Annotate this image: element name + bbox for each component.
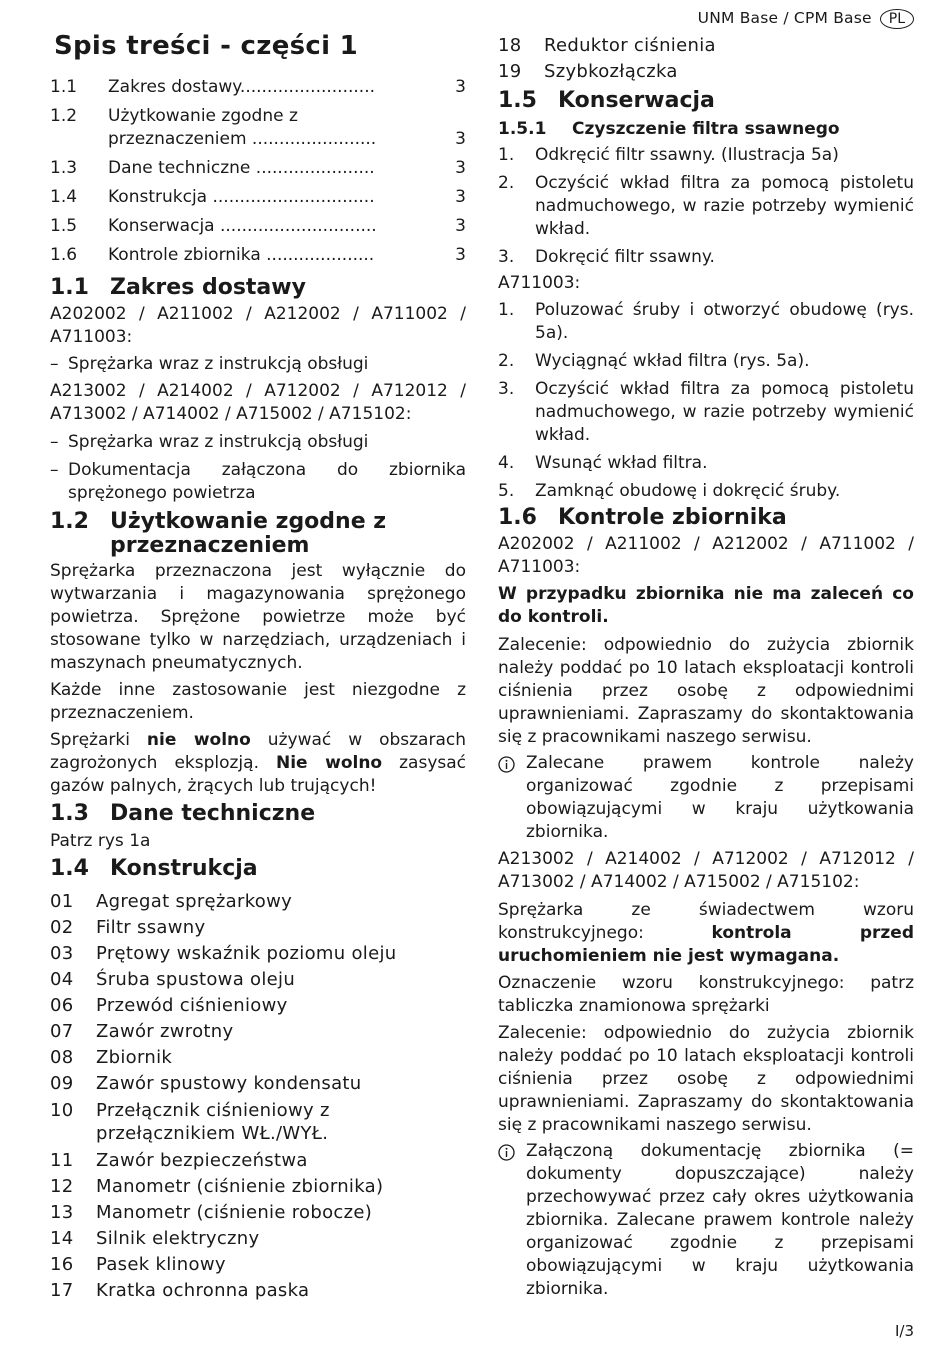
text: Sprężarka ze świadectwem wzoru konstrukcyjnego: (498, 900, 914, 943)
section-heading-1-3 (50, 802, 466, 826)
list-item (50, 1252, 466, 1278)
list-item (50, 915, 466, 941)
part-name: Prętowy wskaźnik poziomu oleju (96, 943, 397, 964)
part-name: Kratka ochronna paska (96, 1280, 310, 1301)
list-item (50, 967, 466, 993)
section-number: 1.1 (50, 275, 89, 300)
toc-entry[interactable] (50, 244, 466, 267)
section-number: 1.5 (498, 88, 537, 113)
toc-entry[interactable] (50, 105, 466, 151)
part-number: 09 (50, 1073, 74, 1094)
list-item-text: Dokumentacja załączona do zbiornika sprężonego powietrza (68, 460, 466, 503)
step-number: 2. (498, 173, 515, 193)
paragraph: Zalecenie: odpowiednio do zużycia zbiornik należy poddać po 10 latach eksploatacji kontroli ciśnienia przez osobę z odpowiednimi uprawnieniami. Zapraszamy do skontaktowania się z pracownikami naszego serwisu. (498, 635, 914, 747)
toc-entry[interactable] (50, 186, 466, 209)
step-text: Wsunąć wkład filtra. (535, 453, 708, 473)
list-item (50, 889, 466, 915)
toc-entry[interactable] (50, 76, 466, 99)
step-number: 3. (498, 247, 515, 267)
toc-list (50, 76, 466, 267)
list-item (498, 378, 914, 447)
dash-bullet-icon: – (50, 354, 59, 374)
list-item (50, 1200, 466, 1226)
info-note (498, 752, 914, 844)
emphasis: Nie wolno (276, 753, 383, 773)
list-item (50, 459, 466, 505)
list-item (50, 431, 466, 454)
section-heading-1-5 (498, 89, 914, 113)
section-title: Dane techniczne (110, 801, 316, 826)
toc-page: 3 (455, 245, 466, 265)
paragraph: Sprężarka przeznaczona jest wyłącznie do wytwarzania i magazynowania sprężonego powietrza. Sprężone powietrze może być stosowane tylko w narzędziach, urządzeniach i maszynach pneumatycznych. (50, 561, 466, 673)
text: Sprężarki (50, 730, 147, 750)
part-name: Silnik elektryczny (96, 1228, 260, 1249)
list-item (498, 350, 914, 373)
part-number: 11 (50, 1150, 74, 1171)
part-number: 10 (50, 1100, 74, 1121)
part-name: Pasek klinowy (96, 1254, 226, 1275)
part-number: 17 (50, 1280, 74, 1301)
step-text: Oczyścić wkład filtra za pomocą pistoletu nadmuchowego, w razie potrzeby wymienić wkład. (535, 379, 914, 445)
toc-text: Konserwacja ............................. (108, 216, 377, 236)
subsection-title: Czyszczenie filtra ssawnego (572, 119, 840, 139)
info-note (498, 1140, 914, 1301)
subsection-heading-1-5-1 (498, 118, 914, 140)
part-name: Reduktor ciśnienia (544, 35, 716, 56)
part-name: Zawór bezpieczeństwa (96, 1150, 308, 1171)
section-heading-1-1 (50, 276, 466, 300)
toc-text: Zakres dostawy......................... (108, 77, 376, 97)
step-number: 1. (498, 300, 515, 320)
part-number: 01 (50, 891, 74, 912)
parts-list-continued (498, 33, 914, 85)
part-name: Śruba spustowa oleju (96, 969, 296, 990)
toc-page: 3 (455, 129, 466, 149)
paragraph: Patrz rys 1a (50, 831, 151, 851)
step-number: 5. (498, 481, 515, 501)
toc-text: Kontrole zbiornika .................... (108, 245, 375, 265)
toc-number: 1.4 (50, 187, 78, 207)
language-badge: PL (880, 9, 914, 29)
step-text: Wyciągnąć wkład filtra (rys. 5a). (535, 351, 810, 371)
toc-number: 1.6 (50, 245, 78, 265)
list-item (498, 144, 914, 167)
list-item (498, 172, 914, 241)
part-number: 07 (50, 1021, 74, 1042)
toc-number: 1.2 (50, 106, 78, 126)
step-number: 3. (498, 379, 515, 399)
toc-text: Użytkowanie zgodne z przeznaczeniem ....................... (108, 106, 377, 149)
text: zasysać gazów palnych, żrących lub trujących! (50, 753, 466, 796)
section-title: Konserwacja (558, 88, 715, 113)
part-name: Szybkozłączka (544, 61, 678, 82)
list-item (498, 246, 914, 269)
paragraph (498, 899, 914, 968)
part-number: 03 (50, 943, 74, 964)
part-name: Filtr ssawny (96, 917, 206, 938)
toc-number: 1.3 (50, 158, 78, 178)
step-number: 4. (498, 453, 515, 473)
list-item (50, 1226, 466, 1252)
list-item-text: Sprężarka wraz z instrukcją obsługi (68, 432, 369, 452)
subsection-number: 1.5.1 (498, 119, 547, 139)
step-text: Oczyścić wkład filtra za pomocą pistoletu nadmuchowego, w razie potrzeby wymienić wkład. (535, 173, 914, 239)
list-item (498, 59, 914, 85)
section-number: 1.2 (50, 509, 89, 534)
info-note-text: Załączoną dokumentację zbiornika (= dokumenty dopuszczające) należy przechowywać przez cały okres użytkowania zbiornika. Zalecane prawem kontrole należy organizować zgodnie z przepisami obowiązującymi w kraju użytkowania zbiornika. (526, 1141, 914, 1299)
part-name: Zbiornik (96, 1047, 173, 1068)
info-note-text: Zalecane prawem kontrole należy organizować zgodnie z przepisami obowiązującymi w kraju użytkowania zbiornika. (526, 753, 914, 842)
list-item-text: Sprężarka wraz z instrukcją obsługi (68, 354, 369, 374)
section-title: Użytkowanie zgodne z przeznaczeniem (110, 509, 387, 558)
part-name: Zawór spustowy kondensatu (96, 1073, 362, 1094)
model-list: A202002 / A211002 / A212002 / A711002 / A711003: (50, 304, 466, 347)
step-text: Zamknąć obudowę i dokręcić śruby. (535, 481, 841, 501)
part-number: 16 (50, 1254, 74, 1275)
list-item (50, 1148, 466, 1174)
steps-list (498, 144, 914, 269)
part-number: 14 (50, 1228, 74, 1249)
dash-bullet-icon: – (50, 460, 59, 480)
parts-list (50, 889, 466, 1304)
model-list: A213002 / A214002 / A712002 / A712012 / A713002 / A714002 / A715002 / A715102: (498, 849, 914, 892)
paragraph: Każde inne zastosowanie jest niezgodne z przeznaczeniem. (50, 680, 466, 723)
part-name: Manometr (ciśnienie zbiornika) (96, 1176, 384, 1197)
section-number: 1.3 (50, 801, 89, 826)
page-number: I/3 (894, 1322, 914, 1340)
toc-page: 3 (455, 187, 466, 207)
toc-entry[interactable] (50, 215, 466, 238)
toc-entry[interactable] (50, 157, 466, 180)
model-list: A202002 / A211002 / A212002 / A711002 / A711003: (498, 534, 914, 577)
toc-number: 1.1 (50, 77, 78, 97)
dash-bullet-icon: – (50, 432, 59, 452)
toc-title: Spis treści - części 1 (54, 31, 359, 61)
part-name: Zawór zwrotny (96, 1021, 234, 1042)
section-heading-1-6 (498, 506, 914, 530)
part-name: Przewód ciśnieniowy (96, 995, 288, 1016)
model-list: A213002 / A214002 / A712002 / A712012 / A713002 / A714002 / A715002 / A715102: (50, 381, 466, 424)
section-heading-1-4 (50, 857, 466, 881)
bold-note (498, 583, 914, 629)
part-number: 08 (50, 1047, 74, 1068)
section-number: 1.4 (50, 856, 89, 881)
step-text: Dokręcić filtr ssawny. (535, 247, 715, 267)
section-title: Kontrole zbiornika (558, 505, 787, 530)
part-name: Przełącznik ciśnieniowy z przełącznikiem WŁ./WYŁ. (96, 1100, 330, 1144)
part-number: 19 (498, 61, 522, 82)
list-item (50, 941, 466, 967)
list-item (50, 1174, 466, 1200)
list-item (50, 1071, 466, 1097)
list-item (498, 452, 914, 475)
part-number: 04 (50, 969, 74, 990)
model-label: A711003: (498, 273, 581, 293)
part-number: 06 (50, 995, 74, 1016)
toc-page: 3 (455, 158, 466, 178)
section-heading-1-2 (50, 510, 466, 558)
step-text: Odkręcić filtr ssawny. (Ilustracja 5a) (535, 145, 839, 165)
list-item (50, 1278, 466, 1304)
section-number: 1.6 (498, 505, 537, 530)
text: używać w obszarach zagrożonych eksplozją. (50, 730, 466, 773)
emphasis: kontrola przed uruchomieniem nie jest wymagana. (498, 923, 915, 966)
toc-page: 3 (455, 77, 466, 97)
paragraph: Zalecenie: odpowiednio do zużycia zbiornik należy poddać po 10 latach eksploatacji kontroli ciśnienia przez osobę z odpowiednimi uprawnieniami. Zapraszamy do skontaktowania się z pracownikami naszego serwisu. (498, 1023, 914, 1135)
steps-list (498, 299, 914, 503)
step-text: Poluzować śruby i otworzyć obudowę (rys. 5a). (535, 300, 914, 343)
toc-page: 3 (455, 216, 466, 236)
emphasis: W przypadku zbiornika nie ma zaleceń co do kontroli. (498, 584, 914, 627)
part-number: 18 (498, 35, 522, 56)
section-title: Konstrukcja (110, 856, 258, 881)
list-item (50, 1099, 466, 1145)
list-item (498, 299, 914, 345)
step-number: 2. (498, 351, 515, 371)
list-item (50, 353, 466, 376)
toc-text: Dane techniczne ...................... (108, 158, 375, 178)
list-item (498, 33, 914, 59)
product-name: UNM Base / CPM Base (697, 9, 872, 27)
part-name: Manometr (ciśnienie robocze) (96, 1202, 373, 1223)
list-item (498, 480, 914, 503)
part-name: Agregat sprężarkowy (96, 891, 293, 912)
info-icon (498, 1140, 526, 1301)
toc-text: Konstrukcja .............................. (108, 187, 375, 207)
list-item (50, 993, 466, 1019)
section-title: Zakres dostawy (110, 275, 306, 300)
part-number: 12 (50, 1176, 74, 1197)
emphasis: nie wolno (146, 730, 251, 750)
list-item (50, 1019, 466, 1045)
info-icon (498, 752, 526, 844)
part-number: 02 (50, 917, 74, 938)
paragraph: Oznaczenie wzoru konstrukcyjnego: patrz tabliczka znamionowa sprężarki (498, 973, 914, 1016)
step-number: 1. (498, 145, 515, 165)
warning-paragraph (50, 729, 466, 798)
toc-number: 1.5 (50, 216, 78, 236)
page-header (698, 7, 914, 30)
part-number: 13 (50, 1202, 74, 1223)
list-item (50, 1045, 466, 1071)
